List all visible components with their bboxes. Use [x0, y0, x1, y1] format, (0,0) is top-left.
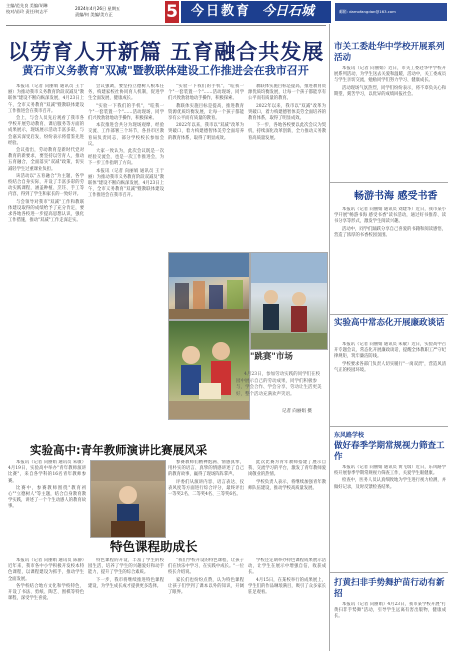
photo-feature-title: "跳赛"市场: [250, 352, 293, 362]
article2-col-3: 此次比赛为青年教师搭建了展示自我、交流学习的平台，激发了青年教师爱岗敬业的热情。 学校负责人表示，将继续加强青年教师队伍建设，推动学校高质量发展。: [248, 460, 326, 491]
speech-photo: [90, 460, 166, 538]
sidebar-rule-2: [330, 314, 448, 315]
sidebar-4-body: 本报讯（记者 向丽娟 通讯员 黄飞瑞）近日，东风路学校开展春季学期常规视力筛查工作，关爱学生眼健康。 检查中，医务人员认真细致地为学生进行视力检测，并做好记录，及时反馈检查结果。: [334, 465, 446, 490]
sidebar-2-headline: 畅游书海 感受书香: [354, 191, 438, 202]
event-photo: [250, 252, 328, 350]
issue-date: 2024年4月26日 星期五 责编/何 美编/美方正: [75, 6, 121, 17]
photo-feature-text: 4月23日，参加劳动实践的同学们在校园中展示自己的劳动成果，同学们积极参与，学会合作、学会分享，劳动让生活更美好，整个活动充满欢声笑语。: [236, 372, 322, 397]
article3-headline: 特色课程助成长: [110, 539, 198, 554]
article2-col-1: 本报讯（记者 向丽娟 通讯员 朱敏）4月19日，实验高中举办"青年教师演讲比赛"，来自各学科的16名青年教师参赛。 比赛中，参赛教师围绕"教育初心""立德树人"等主题，结合自身教育教学实践，讲述了一个个生动感人的教育故事。: [8, 460, 86, 510]
students-photo-image: [169, 321, 249, 419]
sidebar-4-headline: 做好春季学期常规视力筛查工作: [334, 441, 445, 462]
sidebar-3-body: 本报讯（记者 向丽娟 通讯员 朱敏）近日，实验高中召开专题会议，常态化开展廉政谈话，提醒全体教职工严守纪律规矩，筑牢廉洁防线。 学校要求各部门负责人切实履行"一岗双责"，营造风清气正的校园环境。: [334, 342, 446, 373]
page-number: 5: [166, 2, 178, 22]
article2-col-2: 参赛教师们精神饱满、情感真挚，用朴实的语言、真挚的情感讲述了自己的教育故事，赢得了现场阵阵掌声。 评委们从演讲内容、语言表达、仪表风度等方面进行综合评分，最终评出一等奖2名、二等奖4名、三等奖6名。: [168, 460, 244, 498]
classroom-photo: [168, 252, 250, 320]
editor-credits: 主编/范先良 美编/胡琳 校对/苗玲 责任/何志平: [6, 3, 48, 14]
lead-col-2: 会议强调，要坚持立德树人根本任务，构建家校社协同育人机制，促进学生全面发展、健康成长。 "实验一下我们的手机"，"哇我一个"一套装置一个"……活动现场，同学们兴致勃勃地动手操作，积极探索。 本次推进会共分为现场观摩、经验交流、工作部署三个环节，各县市区教育局负责同志、部分学校校长参加会议。 大家一致认为，此次会议既是一次经验交流会，也是一次工作推进会，为下一步工作指明了方向。 本报讯（记者 向丽娟 通讯员 王于丽）为推动我市义务教育阶段双减及"教联体"建设不断向纵深发展，4月23日上午，全市义务教育"双减"暨教联体建设工作推进会在我市召开。: [88, 84, 164, 199]
masthead-rule: [6, 25, 326, 26]
photo-feature-author: 记者 向丽娟 摄: [282, 409, 312, 414]
newspaper-logo: 今日石城: [262, 4, 315, 19]
lead-headline: 以劳育人开新篇 五育融合共发展: [8, 40, 325, 64]
sidebar-1-body: 本报讯（记者 向丽娟）近日，市关工委赴华中学校开展系列活动，为学生送去关爱和温暖，活动中，关工委成员与学生亲切交流，勉励同学们努力学习、健康成长。 活动现场气氛热烈，同学们纷纷表示，将不辜负关心和期望，刻苦学习，以优异的成绩回报社会。: [334, 66, 446, 97]
sidebar-5-body: 本报讯（记者 向丽娟）4月23日，我市某学校开展"打黄扫非手势舞"活动，引导学生远离有害出版物，健康成长。: [334, 602, 446, 620]
classroom-photo-image: [169, 253, 249, 319]
students-photo: [168, 320, 250, 420]
article3-col-1: 本报讯（记者 向丽娟 通讯员 陈静）近年来，我市各中小学积极开发校本特色课程，以课程建设为抓手，推动学生全面发展。 各学校结合地方文化和学校特色，开设了书法、剪纸、陶艺、围棋等特色课程，深受学生喜爱。: [8, 558, 84, 602]
sidebar-1-headline: 市关工委赴华中学校开展系列活动: [334, 42, 445, 63]
lead-subheadline: 黄石市义务教育"双减"暨教联体建设工作推进会在我市召开: [22, 64, 309, 77]
sidebar-rule-1: [330, 182, 448, 183]
event-photo-image: [251, 253, 327, 349]
lead-col-3: "实验一下我们的手机"，"哇我一个"一套装置一个"……活动现场，同学们兴致勃勃地动手操作，积极探索。 教联体实施目标是提高，推进教育资源优质均衡发展，让每一个孩子都能享有公平而有质量的教育。 2022年以来，我市以"双减"改革为突破口，着力构建德智体美劳全面培养的教育体系，取得了明显成效。: [168, 84, 244, 141]
section-title: 今日教育: [181, 1, 331, 23]
article3-col-4: 学校还定期举办特色课程成果展示活动，让学生在展示中增强自信，收获成长。 4月15日，在某校举行的成果展上，学生们的作品琳琅满目，吸引了众多家长驻足观看。: [248, 558, 326, 596]
lead-col-4: 教联体实施目标是提高，推进教育资源优质均衡发展，让每一个孩子都能享有公平而有质量的教育。 2022年以来，我市以"双减"改革为突破口，着力构建德智体美劳全面培养的教育体系，取得了明显成效。 下一步，各地各校要以此次会议为契机，持续深化改革创新，全力推动义务教育高质量发展。: [248, 84, 326, 141]
sidebar-4-label: 东风路学校: [334, 432, 365, 439]
article3-col-3: "我们学校开设的特色课程，让孩子们在快乐中学习、在实践中成长。"一位校长介绍说。 家长们也纷纷点赞，认为特色课程让孩子们学到了课本以外的知识，开阔了眼界。: [168, 558, 244, 596]
column-divider: [329, 24, 330, 651]
sidebar-rule-3: [330, 426, 448, 427]
speech-photo-image: [91, 461, 165, 537]
article3-col-2: 特色课程的开设，丰富了学生的校园生活，培养了学生的兴趣爱好和动手能力，提升了学生的综合素质。 下一步，我市将继续推进特色课程建设，为学生成长成才提供更多选择。: [88, 558, 164, 589]
sidebar-2-body: 本报讯（记者 向丽娟 通讯员 刘建华）近日，我市某小学开展"畅游书海 感受书香"读书活动，通过好书推荐、读书分享等形式，激发学生阅读兴趣。 活动中，同学们踊跃分享自己喜爱的书籍和阅读感悟，营造了浓厚的书香校园氛围。: [334, 207, 446, 238]
article2-headline: 实验高中:青年教师演讲比赛展风采: [30, 443, 208, 457]
lead-col-1: 本报讯（记者 向丽娟 通讯员 王于丽）为推动我市义务教育阶段双减及"教联体"建设不断向纵深发展，4月23日上午，全市义务教育"双减"暨教联体建设工作推进会在我市召开。 会上，与会人员先后观看了我市各学校开展劳动教育、课后服务等方面的成果展示，现场展示活动丰富多彩，与会嘉宾深受启发，纷纷表示将借鉴先进经验。 会议指出，劳动教育是新时代党对教育的新要求，要坚持以劳育人，推动五育融合，全面落实"双减"政策，切实减轻学生过重课业负担。 该活动以"五育融合"为主题，各学校结合自身实际，开设了丰富多彩的劳动实践课程，涵盖种植、烹饪、手工等内容，得到了学生和家长的一致好评。 与会领导对我市"双减"工作和教联体建设取得的成绩给予了充分肯定，要求各地各校进一步提高思想认识，强化工作措施，推动"双减"工作走深走实。: [8, 84, 84, 224]
sidebar-3-headline: 实验高中常态化开展廉政谈话: [334, 318, 445, 328]
email-banner: 邮箱: damofangdan@163.com: [335, 3, 447, 21]
sidebar-5-headline: 打黄扫非手势舞护苗行动有新招: [334, 578, 445, 599]
sidebar-rule-4: [330, 572, 448, 573]
